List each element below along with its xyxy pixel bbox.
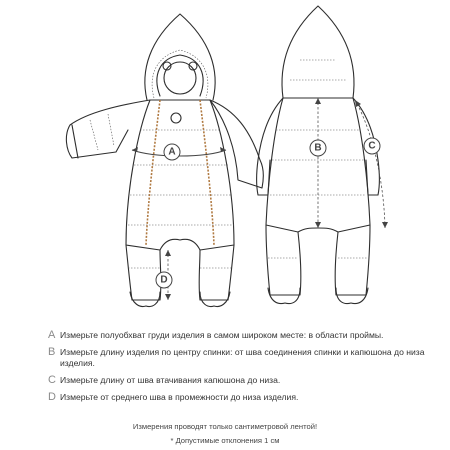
legend-row-c [48, 375, 443, 386]
svg-text:D: D [160, 274, 168, 286]
legend-letter: A [48, 329, 56, 341]
legend-letter: C [48, 374, 56, 386]
legend-text: Измерьте полуобхват груди изделия в самом широком месте: в области проймы. [60, 330, 384, 340]
legend-text: Измерьте длину от шва втачивания капюшона до низа. [60, 375, 281, 385]
marker-a [164, 144, 180, 160]
legend-row-b [48, 347, 443, 369]
tolerance-note: * Допустимые отклонения 1 см [170, 436, 280, 445]
svg-text:B: B [314, 142, 322, 154]
legend-letter: D [48, 391, 56, 403]
measurement-legend [48, 330, 443, 409]
svg-text:C: C [368, 140, 376, 152]
front-view [66, 14, 263, 306]
marker-d [156, 272, 172, 288]
marker-b [310, 140, 326, 156]
measuring-tape-note: Измерения проводят только сантиметровой лентой! [132, 422, 318, 431]
legend-row-d [48, 392, 443, 403]
marker-c [364, 138, 380, 154]
legend-letter: B [48, 346, 56, 358]
legend-text: Измерьте длину изделия по центру спинки: от шва соединения спинки и капюшона до низа изделия. [60, 347, 425, 368]
legend-row-a [48, 330, 443, 341]
legend-text: Измерьте от среднего шва в промежности до низа изделия. [60, 392, 299, 402]
svg-text:A: A [168, 146, 176, 158]
